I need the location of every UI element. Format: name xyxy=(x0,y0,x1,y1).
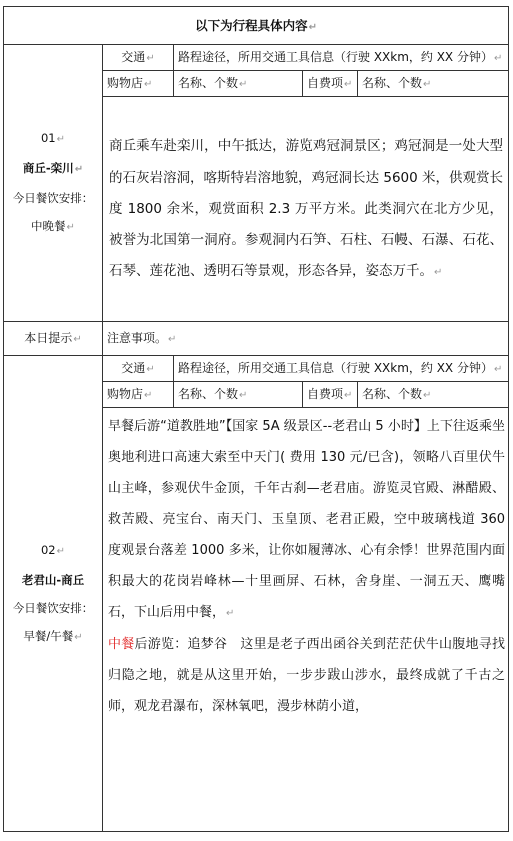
day-1-optional-label: 自费项↵ xyxy=(303,71,358,97)
day-1-number: 01 xyxy=(40,131,56,145)
day-2-optional-label: 自费项↵ xyxy=(303,382,358,408)
day-2-transport-label: 交通↵ xyxy=(103,356,174,382)
tips-value: 注意事项。↵ xyxy=(103,322,509,356)
day-1-shop-label: 购物店↵ xyxy=(103,71,174,97)
day-2-meal-label: 今日餐饮安排： xyxy=(12,600,94,615)
day-1-route: 商丘-栾川 xyxy=(22,161,74,175)
day-2-description: 早餐后游“道教胜地”【国家 5A 级景区--老君山 5 小时】上下往返乘坐奥地利进口高速大索至中天门( 费用 130 元/已含)，领略八百里伏牛山主峰，参观伏牛金顶，千年古刹—老君庙。游览灵官殿、淋醋殿、救苦殿、亮宝台、南天门、玉皇顶、老君正殿，空中玻璃栈道 360 度观景台落差 1000 多米，让你如履薄冰、心有余悸！世界范围内面积最大的花岗岩峰林—十里画屏、石林，舍身崖、一洞五天、鹰嘴石，下山后用中餐，↵ 中餐后游览：追梦谷 这里是老子西出函谷关到茫茫伏牛山腹地寻找归隐之地，就是从这里开始，一步步跋山涉水，最终成就了千古之师，观龙君瀑布，深林氧吧，漫步林荫小道， xyxy=(103,408,509,832)
day-2-optional-value: 名称、个数↵ xyxy=(358,382,509,408)
day-2-lunch-highlight: 中餐 xyxy=(108,637,135,652)
day-1-meal-value: 中晚餐 xyxy=(31,219,66,233)
day-1-shop-value: 名称、个数↵ xyxy=(174,71,303,97)
day-2-route: 老君山-商丘 xyxy=(21,572,85,587)
day-2-transport-value: 路程途径，所用交通工具信息（行驶 XXkm，约 XX 分钟）↵ xyxy=(174,356,509,382)
day-2-shop-value: 名称、个数↵ xyxy=(174,382,303,408)
day-2-description-text: 早餐后游“道教胜地”【国家 5A 级景区--老君山 5 小时】上下往返乘坐奥地利进口高速大索至中天门( 费用 130 元/已含)，领略八百里伏牛山主峰，参观伏牛金顶，千年古刹—老君庙。游览灵官殿、淋醋殿、救苦殿、亮宝台、南天门、玉皇顶、老君正殿，空中玻璃栈道 360 度观景台落差 1000 多米，让你如履薄冰、心有余悸！世界范围内面积最大的花岗岩峰林—十里画屏、石林，舍身崖、一洞五天、鹰嘴石，下山后用中餐， xyxy=(108,419,506,620)
day-1-optional-value: 名称、个数↵ xyxy=(358,71,509,97)
day-1-transport-value: 路程途径，所用交通工具信息（行驶 XXkm，约 XX 分钟）↵ xyxy=(174,45,509,71)
itinerary-table xyxy=(3,6,509,832)
day-2-number: 02 xyxy=(40,542,56,557)
paragraph-mark: ↵ xyxy=(308,21,317,33)
day-1-transport-label: 交通↵ xyxy=(103,45,174,71)
day-1-description: 商丘乘车赴栾川，中午抵达，游览鸡冠洞景区；鸡冠洞是一处大型的石灰岩溶洞，喀斯特岩溶地貌，鸡冠洞长达 5600 米，供观赏长度 1800 余米，观赏面积 2.3 万平方米。此类洞穴在北方少见，被誉为北国第一洞府。参观洞内石笋、石柱、石幔、石瀑、石花、石琴、莲花池、透明石等景观，形态各异，姿态万千。↵ xyxy=(103,97,509,322)
day-2-description-text-2: 后游览：追梦谷 这里是老子西出函谷关到茫茫伏牛山腹地寻找归隐之地，就是从这里开始，一步步跋山涉水，最终成就了千古之师，观龙君瀑布，深林氧吧，漫步林荫小道， xyxy=(108,637,506,714)
day-1-header: 01↵ 商丘-栾川↵ 今日餐饮安排： 中晚餐↵ xyxy=(4,45,103,322)
table-title: 以下为行程具体内容 xyxy=(195,17,308,33)
table-title-cell xyxy=(4,7,509,45)
day-2-shop-label: 购物店↵ xyxy=(103,382,174,408)
tips-label: 本日提示↵ xyxy=(4,322,103,356)
day-1-meal-label: 今日餐饮安排： xyxy=(12,191,94,205)
day-2-header: 02↵ 老君山-商丘 今日餐饮安排： 早餐/午餐↵ xyxy=(4,356,103,832)
day-2-meal-value: 早餐/午餐 xyxy=(23,628,74,643)
